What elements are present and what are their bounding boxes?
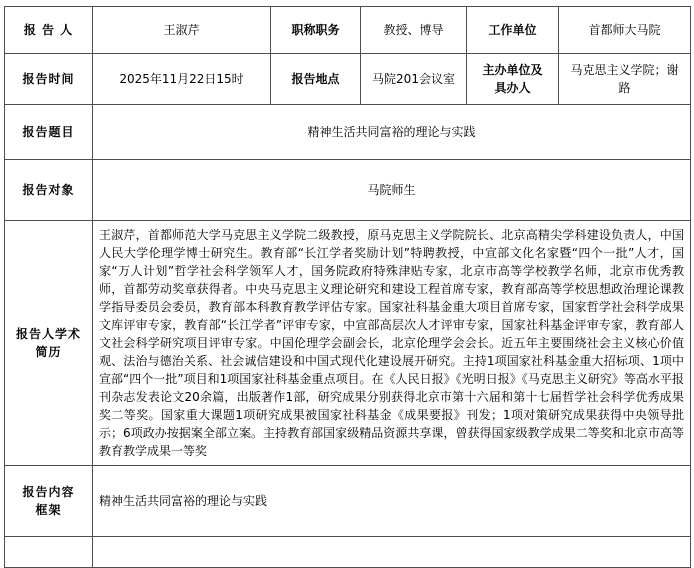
content-frame-value: 精神生活共同富裕的理论与实践	[93, 466, 691, 537]
content-frame-label-line1: 报告内容	[22, 485, 75, 499]
table-row-bio	[5, 221, 691, 466]
empty-cell-value	[93, 537, 691, 568]
organizer-label	[467, 54, 559, 105]
report-topic-value: 精神生活共同富裕的理论与实践	[93, 105, 691, 160]
report-place-label: 报告地点	[271, 54, 361, 105]
job-title-label: 职称职务	[271, 7, 361, 54]
table-row-topic	[5, 105, 691, 160]
reporter-bio-label	[5, 221, 93, 466]
work-unit-value: 首都师大马院	[559, 7, 691, 54]
job-title-value: 教授、博导	[361, 7, 467, 54]
table-row-audience	[5, 160, 691, 221]
reporter-label: 报 告 人	[5, 7, 93, 54]
content-frame-label-line2: 框架	[35, 503, 62, 517]
report-time-value: 2025年11月22日15时	[93, 54, 271, 105]
report-topic-label: 报告题目	[5, 105, 93, 160]
organizer-value: 马克思主义学院；谢路	[559, 54, 691, 105]
reporter-bio-value: 王淑芹，首都师范大学马克思主义学院二级教授，原马克思主义学院院长、北京高精尖学科建设负责人，中国人民大学伦理学博士研究生。教育部“长江学者奖励计划”特聘教授，中宣部文化名家暨“四个一批”人才，国家“万人计划”哲学社会科学领军人才，国务院政府特殊津贴专家，北京市高等学校教学名师，北京市优秀教师，首都劳动奖章获得者。中央马克思主义理论研究和建设工程首席专家，教育部高等学校思想政治理论课教学指导委员会委员，教育部本科教育教学评估专家。国家社科基金重大项目首席专家，国家哲学社会科学成果文库评审专家，教育部“长江学者”评审专家，中宣部高层次人才评审专家，国家社科基金评审专家，教育部人文社会科学研究项目评审专家。中国伦理学会副会长，北京伦理学会会长。近五年主要围绕社会主义核心价值观、法治与德治关系、社会诚信建设和中国式现代化建设展开研究。主持1项国家社科基金重大招标项、1项中宣部“四个一批”项目和1项国家社科基金重点项目。在《人民日报》《光明日报》《马克思主义研究》等高水平报刊杂志发表论文20余篇，出版著作1部，研究成果分别获得北京市第十六届和第十七届哲学社会科学优秀成果奖二等奖。国家重大课题1项研究成果被国家社科基金《成果要报》刊发；1项对策研究成果获得中央领导批示；6项政办按据案全部立案。主持教育部国家级精品资源共享课，曾获得国家级教学成果二等奖和北京市高等教育教学成果一等奖	[93, 221, 691, 466]
organizer-label-line1: 主办单位及	[482, 63, 543, 77]
table-row-time	[5, 54, 691, 105]
report-audience-label: 报告对象	[5, 160, 93, 221]
table-row-reporter	[5, 7, 691, 54]
reporter-name-value: 王淑芹	[93, 7, 271, 54]
content-frame-label	[5, 466, 93, 537]
report-time-label: 报告时间	[5, 54, 93, 105]
reporter-bio-label-line2: 简历	[35, 345, 62, 359]
table-row-empty	[5, 537, 691, 568]
report-form-table	[4, 6, 691, 568]
reporter-bio-label-line1: 报告人学术	[15, 327, 81, 341]
report-place-value: 马院201会议室	[361, 54, 467, 105]
work-unit-label: 工作单位	[467, 7, 559, 54]
table-row-content-frame	[5, 466, 691, 537]
report-audience-value: 马院师生	[93, 160, 691, 221]
organizer-label-line2: 具办人	[494, 81, 531, 95]
empty-cell-label	[5, 537, 93, 568]
